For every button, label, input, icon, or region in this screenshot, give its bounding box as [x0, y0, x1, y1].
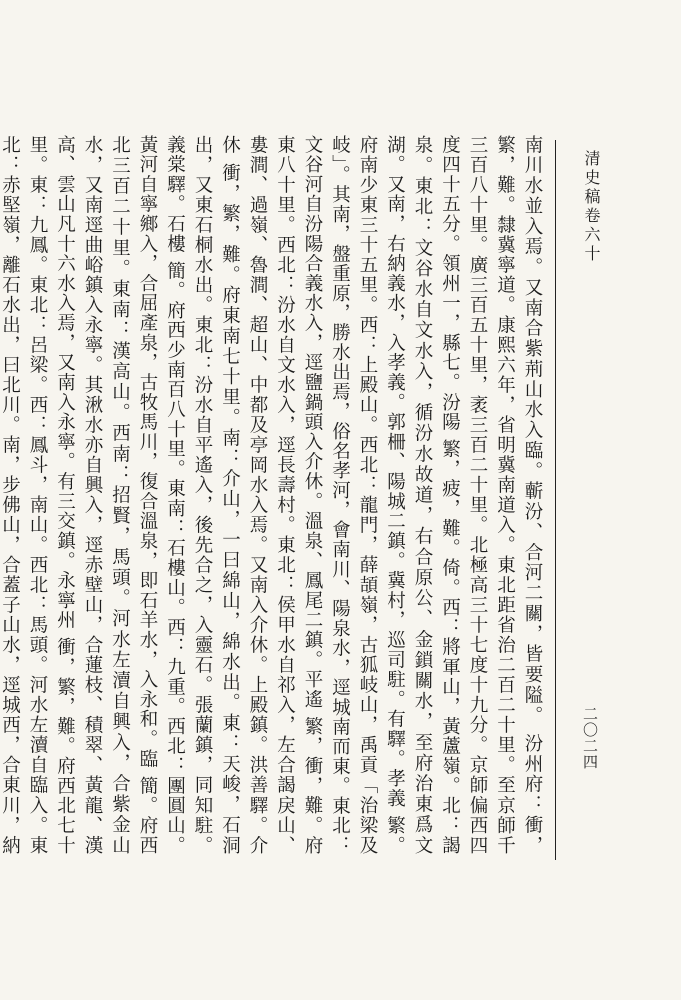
running-head-title: 清史稿卷六十 [582, 150, 601, 264]
column-rule [555, 140, 556, 860]
body-text-block [0, 135, 546, 855]
page-number: 二〇二四 [581, 706, 599, 770]
body-text: 南川水並入焉。又南合紫荊山水入臨。蘄汾、合河二關，皆要隘。 汾州府：衝，繁，難。隸冀寧道。康熙六年，省明冀南道入。東北距省治二百二十里。至京師千三百八十里。廣三百五十里，袤三百二十里。北極高三十七度十九分。京師偏西四度四十五分。領州一，縣七。汾陽 繁，疲，難。倚。西：將軍山，黃蘆嶺。北：謁泉。東北：文谷水自文水入，循汾水故道，右合原公、金鎖關水，至府治東爲文湖。又南，右納義水，入孝義。郭柵、陽城二鎮。冀村，巡司駐。有驛。孝義 繁。府南少東三十五里。西：上殿山。西北：龍門，薛頡嶺，古狐岐山，禹貢「治梁及岐」。其南，盤重原，勝水出焉，俗名孝河，會南川、陽泉水，逕城南而東。東北：文谷河自汾陽合義水入，逕鹽鍋頭入介休。溫泉、鳳尾二鎮。平遙 繁，衝，難。府東八十里。西北：汾水自文水入，逕長壽村。東北：侯甲水自祁入，左合謁戾山、婁澗、過嶺、魯澗、超山、中都及亭岡水入焉。又南入介休。上殿鎮。洪善驛。介休 衝，繁，難。府東南七十里。南：介山，一曰綿山，綿水出。東：天峻，石洞出，又東石桐水出。東北：汾水自平遙入，後先合之，入靈石。張蘭鎮，同知駐。義棠驛。石樓 簡。府西少南百八十里。東南：石樓山。西：九重。西北：團圓山。黃河自寧鄉入，合屈產泉，古牧馬川，復合溫泉，即石羊水，入永和。臨 簡。府西北三百二十里。東南：漢高山。西南：招賢，馬頭。河水左瀆自興入，合紫金山水，又南逕曲峪鎮入永寧。其湫水亦自興入，逕赤壁山，合蓮枝、積翠、黃龍、漢高、雲山凡十六水入焉，又南入永寧。有三交鎮。永寧州 衝，繁，難。府西北七十里。東：九鳳。東北：呂梁。西：鳳斗，南山。西北：馬頭。河水左瀆自臨入。東北：赤堅嶺，離石水出，曰北川。南，步佛山，合蓋子山水，逕城西，合東川，納 [0, 135, 543, 855]
